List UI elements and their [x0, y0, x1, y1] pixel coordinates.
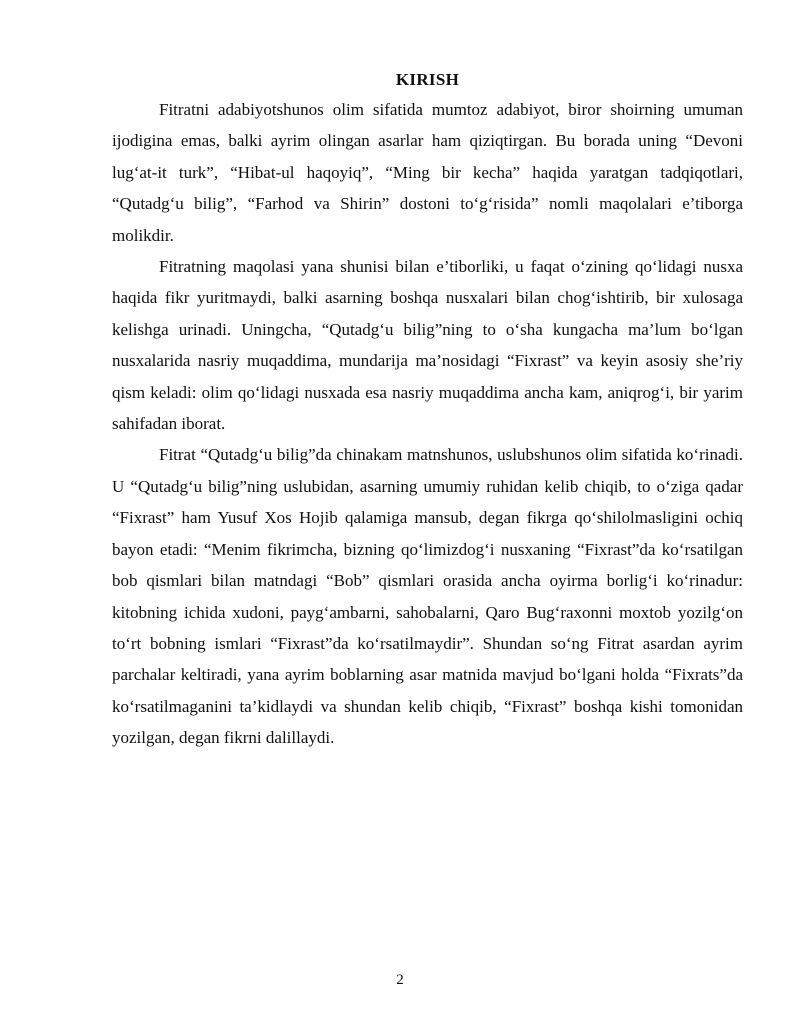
paragraph-1: Fitratni adabiyotshunos olim sifatida mumtoz adabiyot, biror shoirning umuman ijodigina emas, balki ayrim olingan asarlar ham qiziqtirgan. Bu borada uning “Devoni lug‘at-it turk”, “Hibat-ul haqoyiq”, “Ming bir kecha” haqida yaratgan tadqiqotlari, “Qutadg‘u bilig”, “Farhod va Shirin” dostoni to‘g‘risida” nomli maqolalari e’tiborga molikdir. [112, 100, 743, 245]
page-number: 2 [396, 972, 404, 988]
paragraph-3: Fitrat “Qutadg‘u bilig”da chinakam matnshunos, uslubshunos olim sifatida ko‘rinadi. U “Qutadg‘u bilig”ning uslubidan, asarning umumiy ruhidan kelib chiqib, to o‘ziga qadar “Fixrast” ham Yusuf Xos Hojib qalamiga mansub, degan fikrga qo‘shilolmasligini ochiq bayon etadi: “Menim fikrimcha, bizning qo‘limizdog‘i nusxaning “Fixrast”da ko‘rsatilgan bob qismlari bilan matndagi “Bob” qismlari orasida ancha oyirma borlig‘i ko‘rinadur: kitobning ichida xudoni, payg‘ambarni, sahobalarni, Qaro Bug‘raxonni moxtob yozilg‘on to‘rt bobning ismlari “Fixrast”da ko‘rsatilmaydir”. Shundan so‘ng Fitrat asardan ayrim parchalar keltiradi, yana ayrim boblarning asar matnida mavjud bo‘lgani holda “Fixrats”da ko‘rsatilmaganini ta’kidlaydi va shundan kelib chiqib, “Fixrast” boshqa kishi tomonidan yozilgan, degan fikrni dalillaydi. [112, 445, 743, 748]
document-title: KIRISH [395, 70, 460, 89]
document-page [112, 70, 743, 754]
paragraph-2: Fitratning maqolasi yana shunisi bilan e’tiborliki, u faqat o‘zining qo‘lidagi nusxa haqida fikr yuritmaydi, balki asarning boshqa nusxalari bilan chog‘ishtirib, bir xulosaga kelishga urinadi. Uningcha, “Qutadg‘u bilig”ning to o‘sha kungacha ma’lum bo‘lgan nusxalarida nasriy muqaddima, mundarija ma’nosidagi “Fixrast” va keyin asosiy she’riy qism keladi: olim qo‘lidagi nusxada esa nasriy muqaddima ancha kam, aniqrog‘i, bir yarim sahifadan iborat. [112, 257, 743, 434]
